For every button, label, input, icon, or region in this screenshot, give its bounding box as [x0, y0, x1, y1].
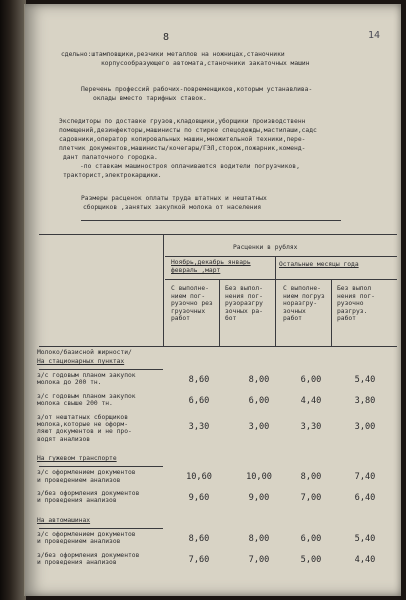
rates-heading-line: сборщиков ,занятых закупкой молока от населения [83, 204, 262, 211]
professions-line: тракторист,электрокарщики. [63, 172, 162, 179]
row-value: 7,00 [248, 554, 270, 565]
period-rule [165, 279, 397, 280]
header-bottom-rule [39, 346, 397, 347]
row-value: 9,00 [248, 493, 270, 503]
professions-line: Экспедиторы по доставке грузов,кладовщики,уборщики производственн [59, 118, 306, 125]
column-header-2: нения пог- [225, 292, 263, 300]
column-header-4: Без выпол [337, 285, 372, 292]
group-title: На гужевом транспорте [37, 455, 117, 463]
page-number: 8 [163, 32, 170, 43]
column-header-1: работ [171, 315, 190, 323]
row-value: 6,00 [300, 533, 322, 544]
column-header-2: бот [225, 315, 237, 323]
professions-line: дант палаточного городка. [63, 154, 158, 161]
row-label: и проведения анализов [37, 497, 117, 505]
row-label: ляют документов и не про- [37, 428, 132, 436]
column-header-3: работ [283, 315, 302, 323]
row-value: 3,00 [354, 421, 376, 432]
row-label: и проведением анализов [37, 538, 121, 546]
row-value: 3,30 [188, 421, 210, 432]
sheet-number: 14 [368, 30, 381, 41]
column-header-3: норазгру- [283, 300, 318, 308]
group-title-rule [39, 528, 163, 529]
column-rule-2 [275, 256, 276, 346]
row-value: 9,60 [188, 493, 210, 503]
heading-underline [81, 220, 341, 221]
document-page [24, 4, 401, 596]
column-rule-3 [331, 280, 332, 346]
row-value: 8,00 [248, 375, 270, 385]
row-label: з/без оформления документов [37, 490, 140, 497]
intro-line: корпусообразующего автомата,станочники закаточных машин [101, 60, 310, 67]
section-title: Молоко/базисной жирности/ [37, 349, 132, 356]
row-value: 7,60 [188, 554, 210, 565]
row-value: 10,60 [186, 472, 212, 483]
professions-line: плетчик документов,машинисты/кочегары/ГЭЛ,сторож,пожарник,коменд- [59, 145, 306, 152]
period-a-line-1: Ноябрь,декабрь январь [171, 259, 251, 266]
list-heading-line: оклады вместо тарифных ставок. [93, 95, 207, 102]
column-header-2: Без выпол- [225, 285, 263, 292]
column-header-2: зочных ра- [225, 307, 263, 315]
column-header-4: рузочно [337, 300, 364, 308]
row-value: 4,40 [300, 395, 322, 406]
column-header-2: рузоразгру [225, 300, 263, 308]
unit-header: Расценки в рублях [233, 244, 298, 251]
row-label: з/от нештатных сборщиков [37, 413, 128, 421]
row-value: 6,00 [300, 375, 322, 385]
row-value: 4,40 [354, 554, 376, 565]
column-header-4: работ [337, 315, 356, 323]
row-label: и проведения анализов [37, 559, 117, 566]
row-value: 5,40 [354, 375, 376, 385]
column-header-4: нения пог- [337, 292, 375, 300]
period-a-line-2: февраль ,март [171, 267, 221, 274]
period-b-header: Остальные месяцы года [279, 261, 359, 268]
column-header-3: зочных [283, 307, 306, 315]
row-label: молока,которые не оформ- [37, 421, 128, 428]
row-label: з/с оформлением документов [37, 530, 136, 538]
row-label: молока до 200 тн. [37, 379, 102, 387]
row-label: з/без оформления документов [37, 551, 140, 559]
column-header-1: грузочных [171, 307, 206, 315]
column-header-4: разгруз. [337, 307, 368, 315]
left-page-edge [0, 0, 26, 600]
row-label: водят анализов [37, 435, 91, 443]
column-header-1: нием пог- [171, 292, 206, 300]
row-value: 5,00 [300, 554, 322, 565]
rates-heading-line: Размеры расценок оплаты труда штатных и нештатных [81, 195, 267, 202]
table-top-rule [39, 234, 397, 235]
row-label: з/с оформлением документов [37, 469, 136, 477]
row-value: 8,60 [188, 375, 210, 385]
column-header-1: рузочно рез [171, 300, 213, 308]
row-label: з/с годовым планом закупок [37, 392, 136, 400]
row-value: 5,40 [354, 533, 376, 544]
group-title-rule [39, 369, 163, 370]
row-value: 6,00 [248, 395, 270, 406]
unit-header-rule [165, 256, 397, 257]
row-value: 6,60 [188, 395, 210, 406]
row-value: 3,80 [354, 395, 376, 406]
group-title-rule [39, 466, 163, 467]
list-heading-line: Перечень профессий рабочих-повременщиков,которым устанавлива- [81, 86, 313, 93]
row-label: и проведением анализов [37, 476, 121, 484]
row-value: 7,40 [354, 472, 376, 483]
column-header-1: С выполне- [171, 285, 209, 292]
row-value: 8,60 [188, 533, 210, 544]
row-value: 7,00 [300, 493, 322, 503]
row-value: 10,00 [246, 472, 272, 483]
row-label: молока свыше 200 тн. [37, 400, 113, 408]
row-label: з/с годовым планом закупок [37, 372, 136, 379]
professions-line: помещений,дезинфекторы,машинисты по стирке спецодежды,мастилаши,садс [59, 127, 317, 134]
column-rule-label [163, 234, 164, 346]
row-value: 3,30 [300, 421, 322, 432]
professions-line: садовники,оператор копировальных машин,множительной техники,пере- [59, 136, 306, 143]
column-header-3: нием погруз [283, 292, 325, 300]
column-rule-1 [219, 280, 220, 346]
professions-line: -по ставкам машиностроя оплачиваются водители погрузчиков, [80, 163, 300, 170]
group-title: На автомашинах [37, 516, 91, 524]
column-header-3: С выполне- [283, 285, 321, 292]
group-title: На стационарных пунктах [37, 358, 125, 365]
row-value: 6,40 [354, 493, 376, 503]
row-value: 8,00 [300, 472, 322, 483]
row-value: 3,00 [248, 421, 270, 432]
intro-line: сдельно:штамповщики,резчики металлов на ножницах,станочники [61, 51, 285, 58]
row-value: 8,00 [248, 533, 270, 544]
